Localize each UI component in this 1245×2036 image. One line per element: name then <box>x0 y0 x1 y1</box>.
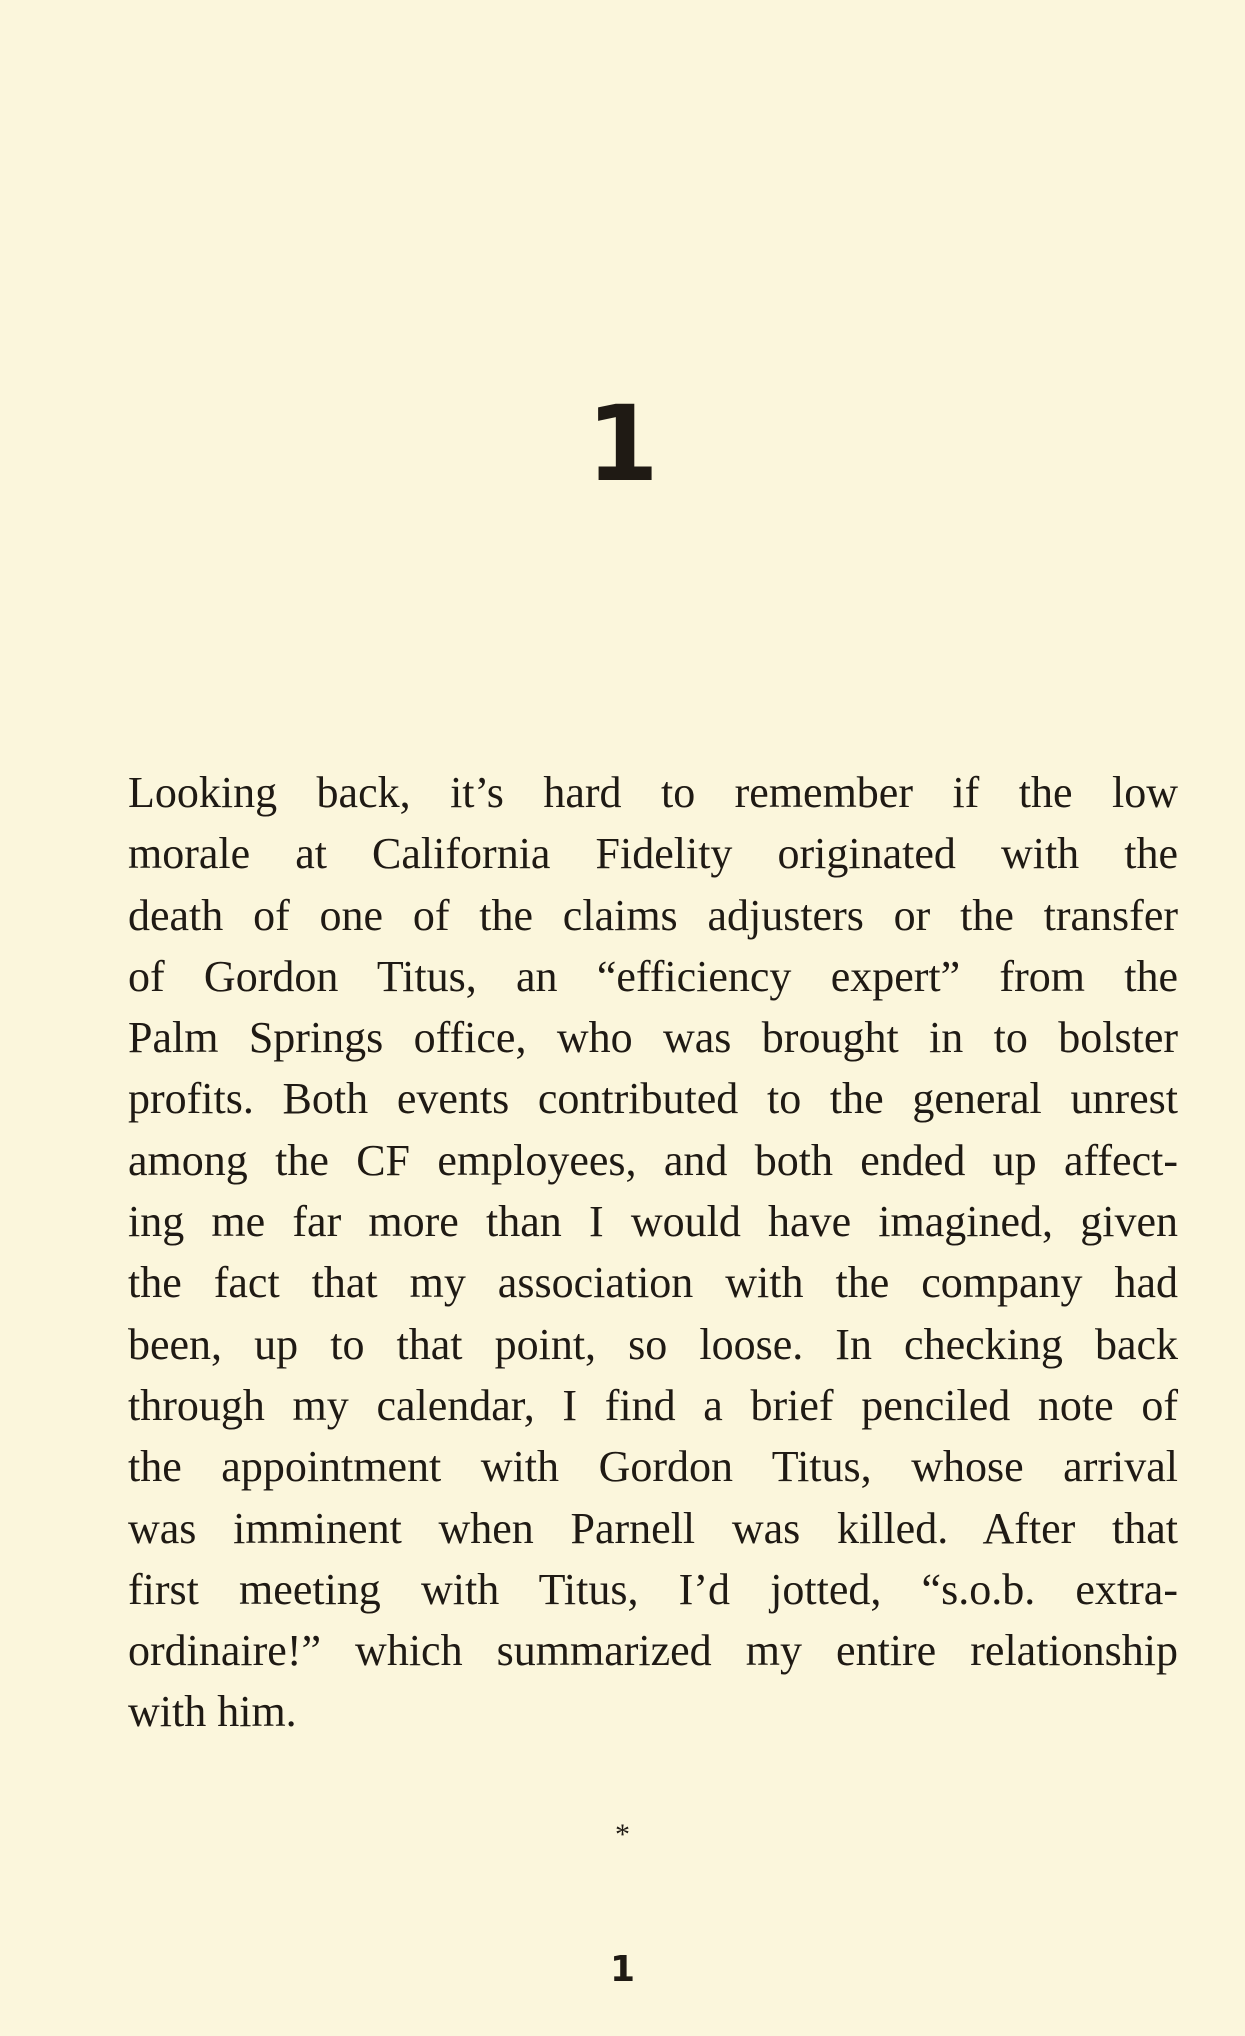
text-line: ordinaire!” which summarized my entire relationship <box>128 1626 1178 1676</box>
section-break-asterisk: * <box>615 1818 630 1851</box>
text-line: through my calendar, I find a brief penciled note of <box>128 1380 1178 1430</box>
text-line: morale at California Fidelity originated with the <box>128 829 1178 879</box>
text-line: ing me far more than I would have imagined, given <box>128 1197 1178 1247</box>
text-line: been, up to that point, so loose. In checking back <box>128 1319 1178 1369</box>
text-line: the fact that my association with the company had <box>128 1258 1178 1308</box>
text-line: the appointment with Gordon Titus, whose arrival <box>128 1442 1178 1492</box>
text-line: with him. <box>128 1687 297 1737</box>
body-paragraph <box>128 762 1178 1743</box>
text-line: death of one of the claims adjusters or the transfer <box>128 890 1178 940</box>
text-line: first meeting with Titus, I’d jotted, “s.o.b. extra- <box>128 1564 1178 1614</box>
text-line: among the CF employees, and both ended up affect- <box>128 1135 1178 1185</box>
text-line: was imminent when Parnell was killed. After that <box>128 1503 1178 1553</box>
text-line: Palm Springs office, who was brought in to bolster <box>128 1013 1178 1063</box>
text-line: Looking back, it’s hard to remember if the low <box>128 768 1178 817</box>
text-line: profits. Both events contributed to the general unrest <box>128 1074 1178 1124</box>
chapter-number: 1 <box>586 383 659 505</box>
text-line: of Gordon Titus, an “efficiency expert” from the <box>128 951 1178 1001</box>
page-number: 1 <box>609 1949 636 1990</box>
